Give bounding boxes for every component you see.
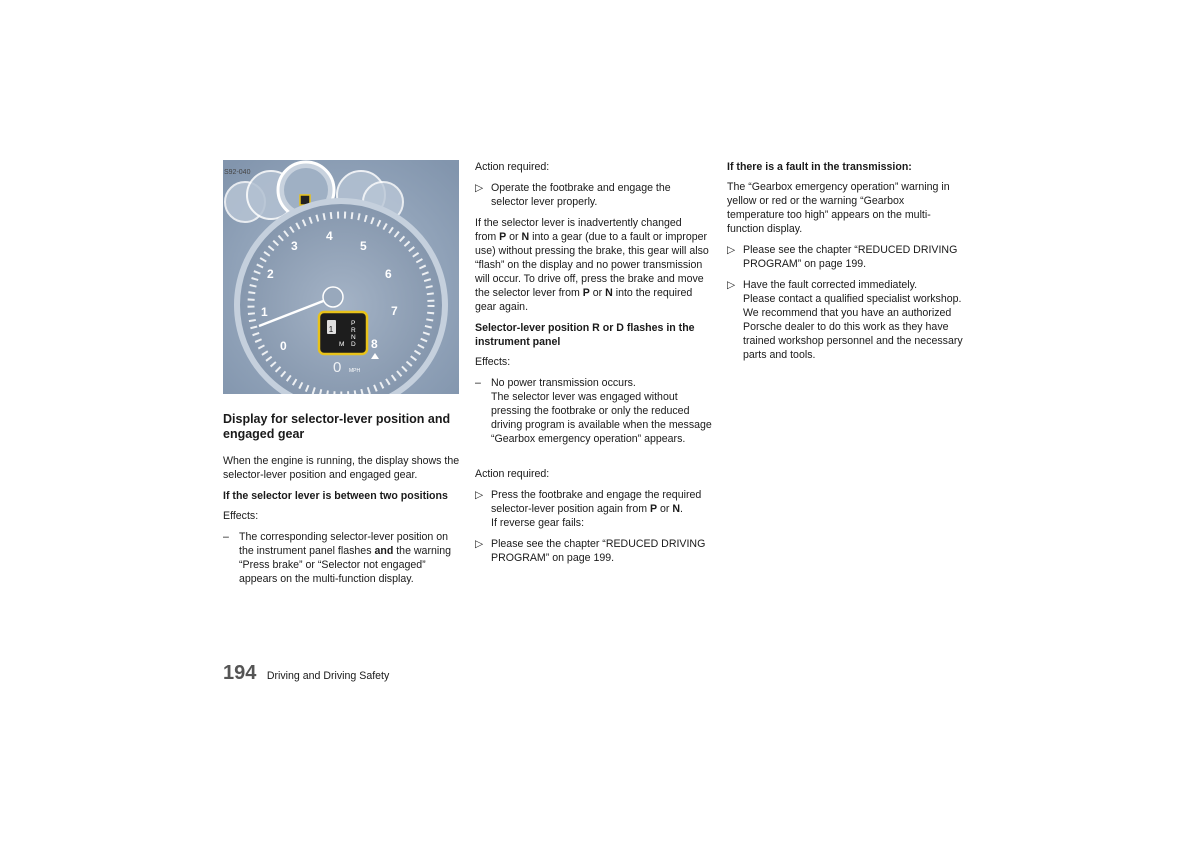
- digital-speed: 0: [333, 359, 342, 376]
- page-footer: [223, 662, 389, 685]
- dash-marker: –: [223, 531, 229, 543]
- triangle-bullet-icon: ▷: [475, 538, 484, 550]
- action-required-label: Action required:: [475, 468, 550, 480]
- gear-letter: P: [351, 320, 356, 327]
- subheading-r-or-d-flashes: Selector-lever position R or D flashes in the instrument panel: [475, 322, 695, 348]
- figure-code: S92-040: [224, 169, 251, 176]
- instrument-cluster-figure: [223, 160, 459, 394]
- dial-number: 3: [291, 239, 298, 253]
- intro-paragraph: When the engine is running, the display shows the selector-lever position and engaged gear.: [223, 455, 460, 481]
- subheading-between-positions: If the selector lever is between two positions: [223, 490, 448, 502]
- gear-letter: R: [351, 327, 356, 334]
- gear-letter: N: [351, 334, 356, 341]
- triangle-bullet-icon: ▷: [727, 244, 736, 256]
- effects-label: Effects:: [475, 356, 511, 368]
- page-number: 194: [223, 662, 257, 684]
- list-item: ▷ Please see the chapter “REDUCED DRIVING PROGRAM” on page 199.: [475, 538, 706, 564]
- dash-marker: –: [475, 377, 481, 389]
- dial-number: 1: [261, 305, 268, 319]
- dial-number: 4: [326, 229, 333, 243]
- gear-letter-m: M: [339, 341, 345, 348]
- list-item: ▷ Please see the chapter “REDUCED DRIVING PROGRAM” on page 199.: [727, 244, 958, 270]
- dial-number: 8: [371, 337, 378, 351]
- list-item: ▷ Have the fault corrected immediately. Please contact a qualified specialist workshop. We recommend that you have an authorized Porsche dealer to do this work as they have trained workshop personnel and the necessary parts and tools.: [727, 279, 963, 361]
- column-2: [475, 160, 715, 572]
- dial-number: 0: [280, 339, 287, 353]
- body-paragraph: The “Gearbox emergency operation” warning in yellow or red or the warning “Gearbox temperature too high” appears on the multi- function display.: [727, 181, 950, 235]
- dial-number: 2: [267, 267, 274, 281]
- subheading-fault-in-transmission: If there is a fault in the transmission:: [727, 161, 912, 173]
- action-required-label: Action required:: [475, 161, 550, 173]
- gear-letter: D: [351, 341, 356, 348]
- mph-label: MPH: [349, 368, 361, 374]
- column-3: [727, 160, 967, 369]
- list-item: ▷ Press the footbrake and engage the required selector-lever position again from P or N. If reverse gear fails:: [475, 489, 702, 529]
- triangle-bullet-icon: ▷: [475, 182, 484, 194]
- dial-number: 7: [391, 304, 398, 318]
- section-heading: Display for selector-lever position and engaged gear: [223, 412, 451, 441]
- dial-number: 6: [385, 267, 392, 281]
- body-paragraph: If the selector lever is inadvertently changed from P or N into a gear (due to a fault or improper use) without pressing the brake, this gear will also “flash” on the display and no power transmission will occur. To drive off, press the brake and move the selector lever from P or N into the required gear again.: [475, 217, 709, 313]
- dial-number: 5: [360, 239, 367, 253]
- triangle-bullet-icon: ▷: [475, 489, 484, 501]
- column-1: [223, 160, 463, 593]
- list-item: – No power transmission occurs. The selector lever was engaged without pressing the footbrake or only the reduced driving program is available when the message “Gearbox emergency operation” appears.: [475, 377, 712, 445]
- svg-text:1: 1: [328, 325, 334, 334]
- section-title: Driving and Driving Safety: [266, 670, 390, 682]
- instrument-cluster-illustration: [223, 160, 459, 394]
- triangle-bullet-icon: ▷: [727, 279, 736, 291]
- list-item: ▷ Operate the footbrake and engage the selector lever properly.: [475, 182, 671, 208]
- effects-label: Effects:: [223, 510, 259, 522]
- list-item: – The corresponding selector-lever position on the instrument panel flashes and the warning “Press brake” or “Selector not engaged” appears on the multi-function display.: [223, 531, 452, 585]
